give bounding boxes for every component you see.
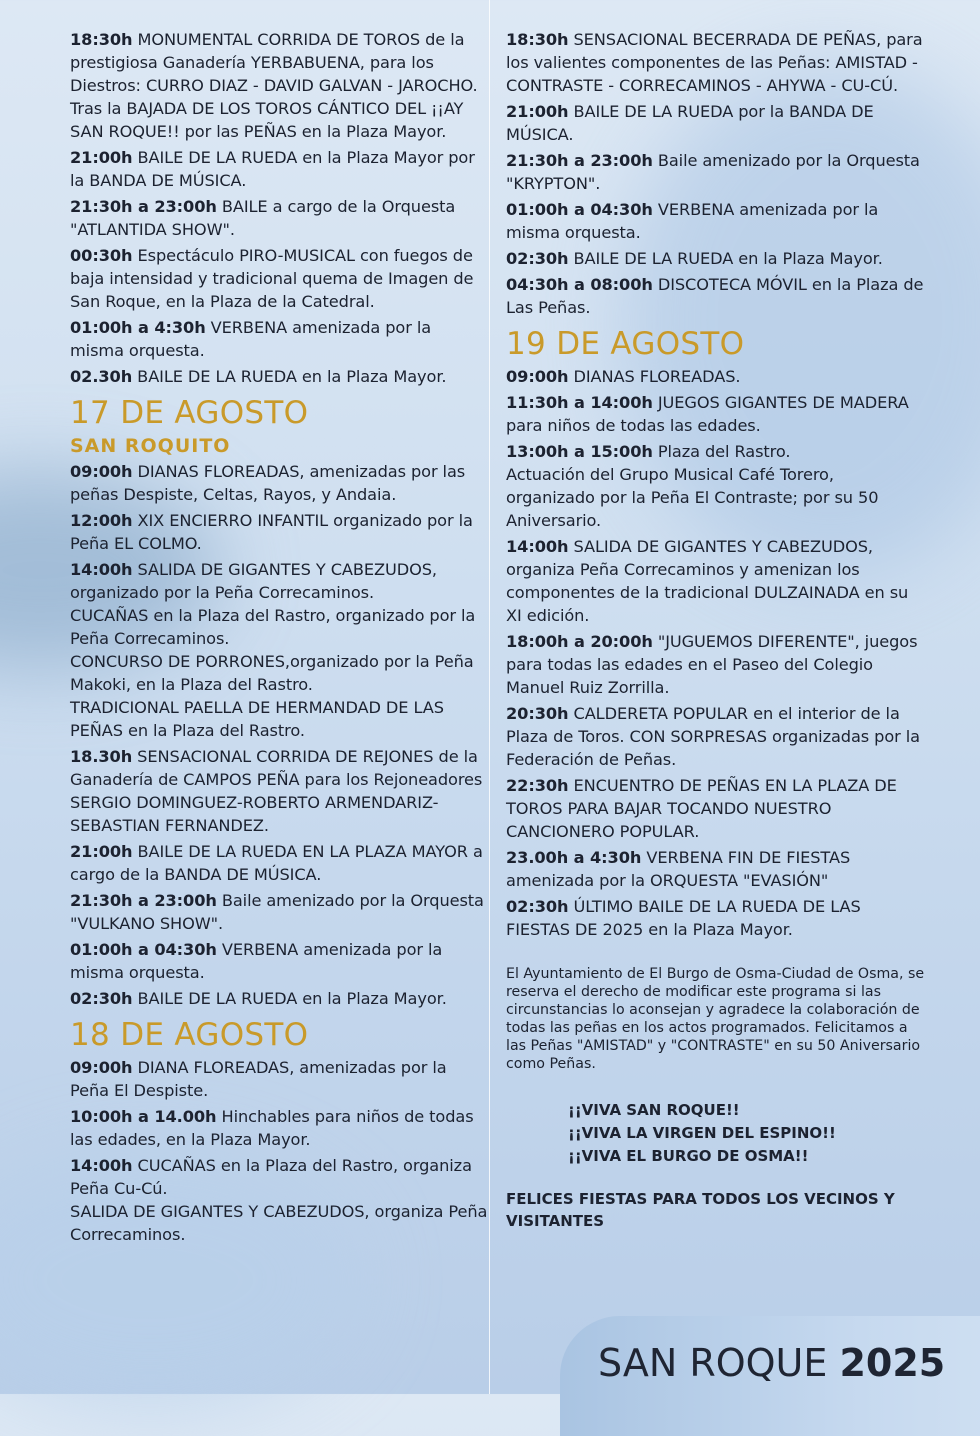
entry-description: CUCAÑAS en la Plaza del Rastro, organiza Peña Cu-Cú. SALIDA DE GIGANTES Y CABEZUDOS, organiza Peña Correcaminos. — [70, 1156, 488, 1244]
entry-time: 01:00h a 4:30h — [70, 318, 206, 337]
schedule-entry — [70, 28, 488, 143]
entry-time: 22:30h — [506, 776, 569, 795]
entry-time: 14:00h — [70, 1156, 133, 1175]
schedule-entry — [70, 509, 488, 555]
entry-description: VERBENA amenizada por la misma orquesta. — [70, 318, 432, 360]
entry-time: 09:00h — [70, 462, 133, 481]
entry-time: 18:00h a 20:00h — [506, 632, 653, 651]
schedule-entry — [70, 558, 488, 742]
entry-time: 02:30h — [70, 989, 133, 1008]
entry-description: SENSACIONAL CORRIDA DE REJONES de la Ganadería de CAMPOS PEÑA para los Rejoneadores SERGIO DOMINGUEZ-ROBERTO ARMENDARIZ-SEBASTIAN FERNANDEZ. — [70, 747, 483, 835]
entry-description: Baile amenizado por la Orquesta "KRYPTON". — [506, 151, 920, 193]
entry-time: 23.00h a 4:30h — [506, 848, 642, 867]
entry-description: DIANAS FLOREADAS. — [568, 367, 741, 386]
schedule-entry — [70, 1154, 488, 1246]
schedule-entry — [70, 745, 488, 837]
entry-time: 18:30h — [70, 30, 133, 49]
entry-description: DIANAS FLOREADAS, amenizadas por las peñas Despiste, Celtas, Rayos, y Andaia. — [70, 462, 466, 504]
schedule-entry — [70, 244, 488, 313]
viva-line: ¡¡VIVA EL BURGO DE OSMA!! — [568, 1147, 809, 1165]
right-column-events — [506, 28, 926, 941]
entry-description: VERBENA amenizada por la misma orquesta. — [506, 200, 879, 242]
entry-time: 02.30h — [70, 367, 133, 386]
entry-description: ÚLTIMO BAILE DE LA RUEDA DE LAS FIESTAS DE 2025 en la Plaza Mayor. — [506, 897, 861, 939]
day-subheading: SAN ROQUITO — [70, 435, 231, 457]
schedule-entry — [70, 365, 488, 388]
viva-line: ¡¡VIVA SAN ROQUE!! — [568, 1101, 740, 1119]
entry-time: 02:30h — [506, 249, 569, 268]
entry-description: SENSACIONAL BECERRADA DE PEÑAS, para los valientes componentes de las Peñas: AMISTAD - CONTRASTE - CORRECAMINOS - AHYWA - CU-CÚ. — [506, 30, 923, 95]
entry-time: 00:30h — [70, 246, 133, 265]
entry-time: 18:30h — [506, 30, 569, 49]
entry-description: Hinchables para niños de todas las edades, en la Plaza Mayor. — [70, 1107, 474, 1149]
entry-time: 18.30h — [70, 747, 133, 766]
entry-time: 01:00h a 04:30h — [506, 200, 653, 219]
entry-time: 21:30h a 23:00h — [70, 891, 217, 910]
brand-title — [598, 1340, 945, 1386]
entry-description: CALDERETA POPULAR en el interior de la Plaza de Toros. CON SORPRESAS organizadas por la Federación de Peñas. — [506, 704, 920, 769]
schedule-entry — [70, 938, 488, 984]
schedule-entry — [506, 440, 926, 532]
schedule-entry — [506, 702, 926, 771]
entry-time: 02:30h — [506, 897, 569, 916]
entry-time: 21:00h — [70, 148, 133, 167]
entry-time: 13:00h a 15:00h — [506, 442, 653, 461]
entry-time: 14:00h — [70, 560, 133, 579]
entry-description: BAILE DE LA RUEDA en la Plaza Mayor. — [568, 249, 883, 268]
entry-description: Baile amenizado por la Orquesta "VULKANO SHOW". — [70, 891, 484, 933]
entry-time: 11:30h a 14:00h — [506, 393, 653, 412]
schedule-entry — [70, 316, 488, 362]
day-heading: 18 DE AGOSTO — [70, 1017, 309, 1053]
schedule-entry — [70, 460, 488, 506]
entry-description: Plaza del Rastro. Actuación del Grupo Musical Café Torero, organizado por la Peña El Contraste; por su 50 Aniversario. — [506, 442, 879, 530]
viva-line: ¡¡VIVA LA VIRGEN DEL ESPINO!! — [568, 1124, 836, 1142]
schedule-entry — [506, 391, 926, 437]
schedule-entry — [506, 846, 926, 892]
schedule-entry — [506, 895, 926, 941]
schedule-entry — [70, 195, 488, 241]
schedule-entry — [506, 149, 926, 195]
entry-time: 21:00h — [506, 102, 569, 121]
entry-time: 21:30h a 23:00h — [506, 151, 653, 170]
schedule-entry — [506, 198, 926, 244]
entry-time: 01:00h a 04:30h — [70, 940, 217, 959]
schedule-entry — [70, 840, 488, 886]
entry-time: 21:30h a 23:00h — [70, 197, 217, 216]
entry-time: 09:00h — [506, 367, 569, 386]
entry-time: 21:00h — [70, 842, 133, 861]
entry-time: 04:30h a 08:00h — [506, 275, 653, 294]
entry-time: 20:30h — [506, 704, 569, 723]
entry-description: BAILE a cargo de la Orquesta "ATLANTIDA SHOW". — [70, 197, 456, 239]
entry-description: BAILE DE LA RUEDA EN LA PLAZA MAYOR a cargo de la BANDA DE MÚSICA. — [70, 842, 483, 884]
entry-description: MONUMENTAL CORRIDA DE TOROS de la prestigiosa Ganadería YERBABUENA, para los Diestros: CURRO DIAZ - DAVID GALVAN - JAROCHO. Tras la BAJADA DE LOS TOROS CÁNTICO DEL ¡¡AY SAN ROQUE!! por las PEÑAS en la Plaza Mayor. — [70, 30, 478, 141]
left-column — [70, 28, 488, 1249]
schedule-entry — [506, 100, 926, 146]
entry-description: XIX ENCIERRO INFANTIL organizado por la Peña EL COLMO. — [70, 511, 473, 553]
schedule-entry — [506, 365, 926, 388]
column-divider — [489, 0, 490, 1394]
right-column — [506, 28, 926, 1232]
schedule-entry — [506, 28, 926, 97]
disclaimer-note: El Ayuntamiento de El Burgo de Osma-Ciudad de Osma, se reserva el derecho de modificar este programa si las circunstancias lo aconsejan y agradece la colaboración de todas las peñas en los actos programados. Felicitamos a las Peñas "AMISTAD" y "CONTRASTE" en su 50 Aniversario como Peñas. — [506, 966, 925, 1072]
entry-description: DISCOTECA MÓVIL en la Plaza de Las Peñas. — [506, 275, 924, 317]
entry-description: "JUGUEMOS DIFERENTE", juegos para todas las edades en el Paseo del Colegio Manuel Ruiz Zorrilla. — [506, 632, 918, 697]
entry-time: 10:00h a 14.00h — [70, 1107, 217, 1126]
schedule-entry — [506, 273, 926, 319]
vivas-block — [568, 1099, 926, 1168]
schedule-entry — [506, 774, 926, 843]
day-heading: 19 DE AGOSTO — [506, 326, 745, 362]
schedule-entry — [70, 889, 488, 935]
entry-description: DIANA FLOREADAS, amenizadas por la Peña El Despiste. — [70, 1058, 447, 1100]
entry-description: BAILE DE LA RUEDA en la Plaza Mayor. — [132, 989, 447, 1008]
entry-description: BAILE DE LA RUEDA en la Plaza Mayor. — [132, 367, 447, 386]
schedule-entry — [506, 630, 926, 699]
schedule-entry — [70, 1105, 488, 1151]
entry-description: Espectáculo PIRO-MUSICAL con fuegos de baja intensidad y tradicional quema de Imagen de San Roque, en la Plaza de la Catedral. — [70, 246, 474, 311]
entry-time: 12:00h — [70, 511, 133, 530]
day-heading: 17 DE AGOSTO — [70, 395, 309, 431]
entry-description: SALIDA DE GIGANTES Y CABEZUDOS, organizado por la Peña Correcaminos. CUCAÑAS en la Plaza del Rastro, organizado por la Peña Correcaminos. CONCURSO DE PORRONES,organizado por la Peña Makoki, en la Plaza del Rastro. TRADICIONAL PAELLA DE HERMANDAD DE LAS PEÑAS en la Plaza del Rastro. — [70, 560, 476, 740]
entry-time: 14:00h — [506, 537, 569, 556]
schedule-entry — [70, 987, 488, 1010]
entry-description: ENCUENTRO DE PEÑAS EN LA PLAZA DE TOROS PARA BAJAR TOCANDO NUESTRO CANCIONERO POPULAR. — [506, 776, 897, 841]
entry-description: BAILE DE LA RUEDA en la Plaza Mayor por la BANDA DE MÚSICA. — [70, 148, 475, 190]
entry-description: VERBENA FIN DE FIESTAS amenizada por la ORQUESTA "EVASIÓN" — [506, 848, 851, 890]
entry-description: JUEGOS GIGANTES DE MADERA para niños de todas las edades. — [506, 393, 909, 435]
entry-description: BAILE DE LA RUEDA por la BANDA DE MÚSICA. — [506, 102, 874, 144]
brand-year: 2025 — [839, 1341, 946, 1385]
entry-description: VERBENA amenizada por la misma orquesta. — [70, 940, 443, 982]
schedule-entry — [70, 1056, 488, 1102]
entry-time: 09:00h — [70, 1058, 133, 1077]
brand-name: SAN ROQUE — [598, 1341, 828, 1385]
schedule-entry — [70, 146, 488, 192]
schedule-entry — [506, 247, 926, 270]
entry-description: SALIDA DE GIGANTES Y CABEZUDOS, organiza Peña Correcaminos y amenizan los componentes de la tradicional DULZAINADA en su XI edición. — [506, 537, 909, 625]
schedule-entry — [506, 535, 926, 627]
felices-fiestas: FELICES FIESTAS PARA TODOS LOS VECINOS Y VISITANTES — [506, 1190, 895, 1230]
